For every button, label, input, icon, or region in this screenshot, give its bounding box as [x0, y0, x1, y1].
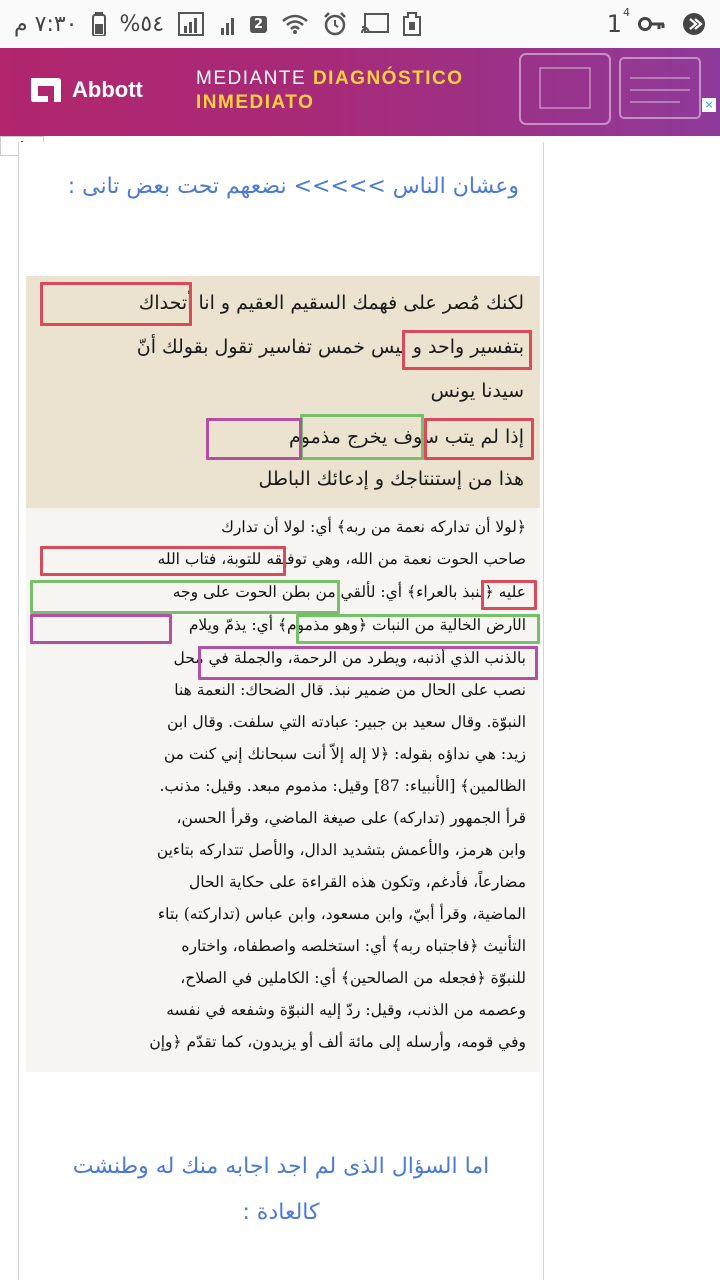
- highlight-box-red: [40, 546, 286, 576]
- battery-percent: %٥٤: [119, 11, 165, 37]
- signal-icon: [178, 12, 206, 36]
- tafsir-line: للنبوّة ﴿فجعله من الصالحين﴾ أي: الكاملين في الصلاح،: [180, 969, 526, 987]
- status-right: [607, 0, 706, 48]
- tafsir-line: الماضية، وقرأ أبيّ، وابن مسعود، وابن عباس (تداركته) بتاء: [157, 905, 526, 923]
- highlight-box-red: [40, 282, 192, 326]
- clock: ٧:٣٠ م: [14, 11, 78, 37]
- ad-headline: [196, 67, 464, 115]
- storage-icon: [403, 12, 421, 36]
- abbott-logo-icon: [28, 74, 64, 106]
- scan-quote-line: سيدنا يونس: [430, 380, 524, 402]
- status-left: [14, 0, 421, 48]
- tafsir-line: النبوّة. وقال سعيد بن جبير: عبادته التي سلفت. وقال ابن: [167, 713, 526, 731]
- tafsir-line: ﴿لولا أن تداركه نعمة من ربه﴾ أي: لولا أن تدارك: [221, 518, 526, 536]
- highlight-box-red: [481, 580, 537, 610]
- tafsir-line: الأرض الخالية من النبات ﴿وهو مذموم﴾ أي: يذمّ ويلام: [188, 616, 526, 634]
- ad-device-illustration: [480, 48, 720, 136]
- tafsir-line: زيد: هي نداؤه بقوله: ﴿لا إله إلاّ أنت سبحانك إني كنت من: [163, 745, 526, 763]
- tafsir-line: وفي قومه، وأرسله إلى مائة ألف أو يزيدون، كما تقدّم ﴿وإن: [149, 1033, 526, 1051]
- highlight-box-pink: [30, 614, 172, 644]
- scan-quote-section: [26, 276, 540, 508]
- tafsir-line: وابن هرمز، والأعمش بتشديد الدال، والأصل تتداركه بتاءين: [156, 841, 526, 859]
- highlight-box-red: [402, 330, 532, 370]
- tafsir-line: وعصمه من الذنب، وقيل: ردّ إليه النبوّة وشفعه في نفسه: [166, 1001, 526, 1019]
- signal-weak-icon: [220, 12, 236, 36]
- key-icon: [638, 15, 666, 33]
- tafsir-line: بالذنب الذي أذنبه، ويطرد من الرحمة، والجملة في محل: [173, 649, 526, 667]
- wifi-icon: [281, 13, 309, 35]
- scan-quote-line: هذا من إستنتاجك و إدعائك الباطل: [258, 468, 524, 490]
- ad-close-icon[interactable]: ×: [702, 98, 716, 112]
- outro-text: [27, 1144, 535, 1236]
- tafsir-line: نصب على الحال من ضمير نبذ. قال الضحاك: النعمة هنا: [174, 681, 526, 699]
- notification-count: 1 4: [606, 6, 630, 38]
- scanned-image: [26, 276, 540, 1072]
- outro-line-1: اما السؤال الذى لم اجد اجابه منك له وطنشت: [72, 1154, 490, 1179]
- tafsir-line: مضارعاً، فأدغم، وتكون هذه القراءة على حكاية الحال: [189, 873, 526, 891]
- highlight-box-green: [296, 614, 540, 644]
- highlight-box-red: [424, 418, 534, 460]
- tafsir-line: عليه ﴿لنبذ بالعراء﴾ أي: لألقي من بطن الحوت على وجه: [172, 583, 526, 601]
- tafsir-line: قرأ الجمهور (تداركه) على صيغة الماضي، وقرأ الحسن،: [176, 809, 526, 827]
- highlight-box-pink: [198, 646, 538, 680]
- data-saver-icon: [682, 12, 706, 36]
- highlight-box-green: [300, 414, 424, 460]
- highlight-box-pink: [206, 418, 302, 460]
- sim-slot-icon: 2: [250, 16, 267, 33]
- abbott-logo: [28, 74, 143, 106]
- scan-quote-line: بتفسير واحد و ليس خمس تفاسير تقول بقولك أنّ: [136, 336, 524, 358]
- outro-line-2: كالعادة :: [242, 1200, 320, 1225]
- intro-line: وعشان الناس >>>>> نضعهم تحت بعض تانى :: [67, 174, 519, 199]
- tafsir-line: التأنيث ﴿فاجتباه ربه﴾ أي: استخلصه واصطفاه، واختاره: [181, 937, 526, 955]
- ad-headline-line2: INMEDIATO: [196, 92, 315, 113]
- scan-quote-line: لكنك مُصر على فهمك السقيم العقيم و انا أتحداك: [138, 292, 524, 314]
- scan-tafsir-section: [26, 508, 540, 1072]
- scan-quote-line: إذا لم يتب سوف يخرج مذموم: [289, 426, 524, 448]
- ad-banner[interactable]: [0, 48, 720, 136]
- highlight-box-green: [30, 580, 340, 614]
- ad-brand-name: Abbott: [72, 77, 143, 102]
- status-bar: [0, 0, 720, 48]
- tafsir-line: صاحب الحوت نعمة من الله، وهي توفيقه للتوبة، فتاب الله: [157, 550, 526, 568]
- page: [0, 136, 720, 1280]
- ad-headline-line1: MEDIANTE DIAGNÓSTICO: [196, 68, 464, 89]
- battery-icon: [92, 12, 106, 36]
- post-content: [18, 142, 544, 1280]
- alarm-icon: [323, 12, 347, 36]
- cast-icon: [361, 13, 389, 35]
- tafsir-line: الظالمين﴾ [الأنبياء: 87] وقيل: مذموم مبعد. وقيل: مذنب.: [159, 777, 526, 795]
